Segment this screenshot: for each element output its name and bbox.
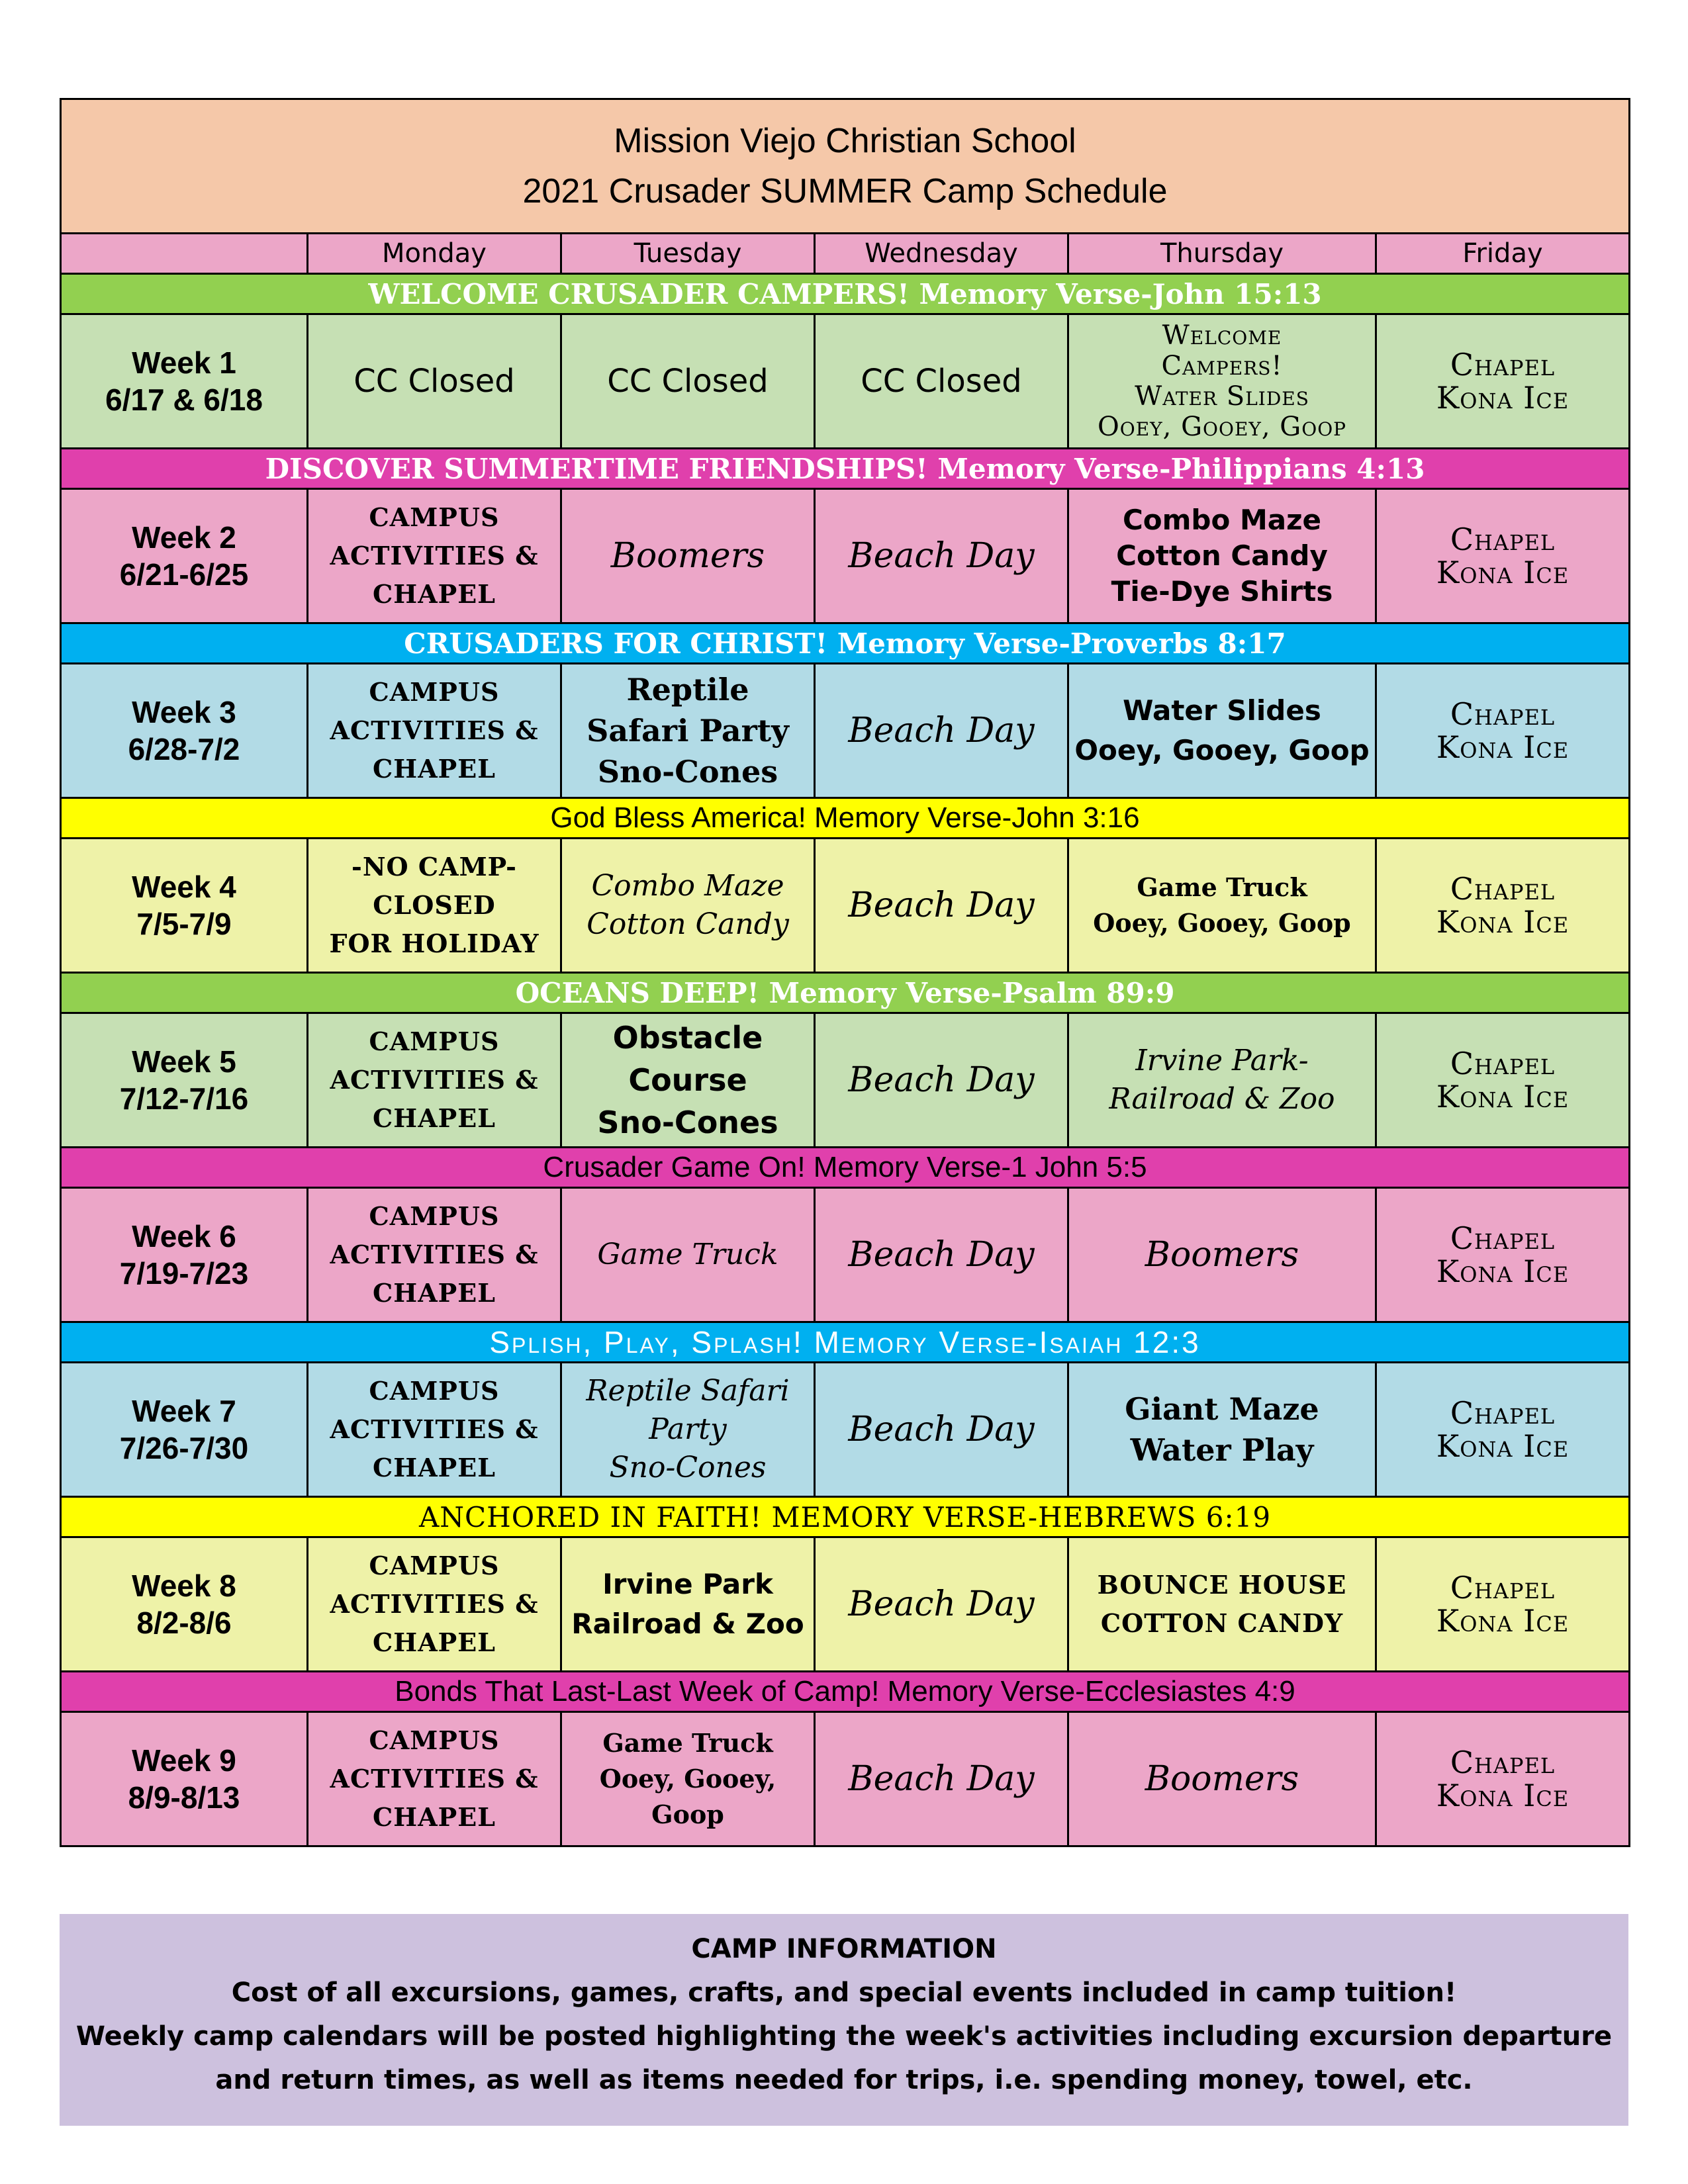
- wednesday-cell: [815, 314, 1068, 449]
- thursday-cell: [1068, 839, 1376, 973]
- activity-line: Combo Maze: [1122, 504, 1322, 536]
- info-line: and return times, as well as items needed for trips, i.e. spending money, towel, etc.: [215, 2065, 1473, 2095]
- week-number: Week 7: [132, 1394, 236, 1428]
- thursday-cell: [1068, 1363, 1376, 1497]
- wednesday-cell: [815, 1188, 1068, 1322]
- activity-line: Cotton Candy: [586, 907, 789, 941]
- tuesday-cell: [561, 489, 815, 623]
- friday-cell: [1376, 839, 1630, 973]
- wednesday-cell: [815, 839, 1068, 973]
- theme-band: God Bless America! Memory Verse-John 3:16: [61, 798, 1630, 839]
- week-number: Week 3: [132, 695, 236, 729]
- week-row: [61, 1363, 1630, 1497]
- activity-line: Beach Day: [848, 1759, 1035, 1799]
- friday-cell: [1376, 1712, 1630, 1846]
- activity-line: Railroad & Zoo: [571, 1608, 804, 1640]
- wednesday-cell: [815, 1013, 1068, 1148]
- activity-line: Boomers: [1145, 1759, 1299, 1799]
- activity-line: Kona Ice: [1436, 380, 1570, 416]
- activity-line: CAMPUS: [369, 677, 500, 707]
- activity-line: ACTIVITIES &: [330, 1414, 539, 1444]
- theme-band: OCEANS DEEP! Memory Verse-Psalm 89:9: [61, 973, 1630, 1013]
- week-label: [61, 314, 308, 449]
- activity-line: ACTIVITIES &: [330, 1589, 539, 1619]
- tuesday-cell: [561, 1013, 815, 1148]
- info-line: Cost of all excursions, games, crafts, and special events included in camp tuition!: [231, 1978, 1457, 2008]
- week-dates: 7/12-7/16: [119, 1081, 249, 1116]
- activity-line: CAMPUS: [369, 1376, 500, 1406]
- activity-line: Ooey, Gooey,: [599, 1764, 776, 1794]
- week-row: [61, 1013, 1630, 1148]
- activity-line: Chapel: [1450, 871, 1556, 907]
- week-label: [61, 1188, 308, 1322]
- thursday-cell: [1068, 1013, 1376, 1148]
- activity-line: Safari Party: [586, 713, 789, 749]
- activity-line: ACTIVITIES &: [330, 1240, 539, 1269]
- activity-line: Campers!: [1161, 351, 1283, 381]
- theme-band: Splish, Play, Splash! Memory Verse-Isaiah 12:3: [61, 1322, 1630, 1363]
- week-row: [61, 1188, 1630, 1322]
- monday-cell: [308, 489, 561, 623]
- week-number: Week 4: [132, 870, 236, 904]
- theme-band: CRUSADERS FOR CHRIST! Memory Verse-Proverbs 8:17: [61, 623, 1630, 664]
- activity-line: Kona Ice: [1436, 729, 1570, 765]
- activity-line: CLOSED: [373, 890, 496, 920]
- activity-line: Tie-Dye Shirts: [1111, 575, 1333, 608]
- activity-line: CHAPEL: [373, 1103, 496, 1133]
- activity-line: Chapel: [1450, 1745, 1556, 1780]
- monday-cell: [308, 1537, 561, 1672]
- tuesday-cell: [561, 1712, 815, 1846]
- day-tuesday: Tuesday: [561, 234, 815, 274]
- activity-line: Kona Ice: [1436, 555, 1570, 590]
- activity-line: Boomers: [610, 536, 765, 576]
- thursday-cell: [1068, 489, 1376, 623]
- schedule-table: [60, 98, 1630, 1847]
- week-number: Week 9: [132, 1743, 236, 1778]
- activity-line: Kona Ice: [1436, 904, 1570, 940]
- friday-cell: [1376, 1363, 1630, 1497]
- thursday-cell: [1068, 664, 1376, 798]
- activity-line: Railroad & Zoo: [1109, 1082, 1335, 1116]
- week-label: [61, 1013, 308, 1148]
- week-dates: 8/2-8/6: [136, 1606, 232, 1640]
- activity-line: Chapel: [1450, 696, 1556, 732]
- activity-line: Beach Day: [848, 1410, 1035, 1449]
- week-dates: 6/17 & 6/18: [105, 383, 263, 417]
- tuesday-cell: [561, 1188, 815, 1322]
- activity-line: Beach Day: [848, 711, 1035, 751]
- week-number: Week 1: [132, 345, 236, 380]
- theme-band: WELCOME CRUSADER CAMPERS! Memory Verse-John 15:13: [61, 274, 1630, 314]
- activity-line: CC Closed: [861, 363, 1022, 400]
- wednesday-cell: [815, 664, 1068, 798]
- activity-line: CAMPUS: [369, 502, 500, 532]
- monday-cell: [308, 1363, 561, 1497]
- activity-line: Welcome: [1162, 320, 1282, 351]
- wednesday-cell: [815, 1363, 1068, 1497]
- activity-line: Water Slides: [1135, 381, 1309, 412]
- tuesday-cell: [561, 664, 815, 798]
- activity-line: COTTON CANDY: [1100, 1608, 1344, 1638]
- activity-line: Beach Day: [848, 1584, 1035, 1624]
- activity-line: CC Closed: [607, 363, 769, 400]
- theme-band: ANCHORED IN FAITH! MEMORY VERSE-HEBREWS 6:19: [61, 1497, 1630, 1537]
- activity-line: Beach Day: [848, 1235, 1035, 1275]
- friday-cell: [1376, 314, 1630, 449]
- activity-line: Ooey, Gooey, Goop: [1097, 412, 1347, 442]
- activity-line: CHAPEL: [373, 1627, 496, 1657]
- activity-line: Combo Maze: [591, 869, 784, 903]
- activity-line: CAMPUS: [369, 1551, 500, 1580]
- week-label: [61, 489, 308, 623]
- week-dates: 8/9-8/13: [128, 1780, 240, 1815]
- activity-line: Irvine Park: [602, 1568, 773, 1600]
- friday-cell: [1376, 664, 1630, 798]
- day-wednesday: Wednesday: [815, 234, 1068, 274]
- activity-line: Chapel: [1450, 1395, 1556, 1431]
- activity-line: Beach Day: [848, 536, 1035, 576]
- tuesday-cell: [561, 314, 815, 449]
- week-dates: 6/21-6/25: [119, 557, 249, 592]
- activity-line: Cotton Candy: [1116, 539, 1328, 572]
- tuesday-cell: [561, 1363, 815, 1497]
- day-monday: Monday: [308, 234, 561, 274]
- week-row: [61, 314, 1630, 449]
- activity-line: ACTIVITIES &: [330, 715, 539, 745]
- camp-information-heading: CAMP INFORMATION: [691, 1934, 997, 1964]
- activity-line: ACTIVITIES &: [330, 541, 539, 570]
- week-label: [61, 1537, 308, 1672]
- tuesday-cell: [561, 1537, 815, 1672]
- day-friday: Friday: [1376, 234, 1630, 274]
- thursday-cell: [1068, 314, 1376, 449]
- week-dates: 7/26-7/30: [119, 1431, 249, 1465]
- activity-line: Kona Ice: [1436, 1079, 1570, 1115]
- activity-line: -NO CAMP-: [352, 852, 517, 882]
- activity-line: Kona Ice: [1436, 1253, 1570, 1289]
- activity-line: CHAPEL: [373, 1802, 496, 1832]
- monday-cell: [308, 664, 561, 798]
- activity-line: Chapel: [1450, 347, 1556, 383]
- week-row: [61, 1537, 1630, 1672]
- activity-line: Course: [628, 1062, 747, 1098]
- activity-line: Game Truck: [597, 1238, 778, 1271]
- tuesday-cell: [561, 839, 815, 973]
- activity-line: Irvine Park-: [1135, 1044, 1309, 1077]
- monday-cell: [308, 839, 561, 973]
- activity-line: Beach Day: [848, 886, 1035, 925]
- wednesday-cell: [815, 1537, 1068, 1672]
- activity-line: CHAPEL: [373, 1453, 496, 1482]
- week-row: [61, 489, 1630, 623]
- day-header-row: [61, 234, 1630, 274]
- activity-line: CAMPUS: [369, 1725, 500, 1755]
- activity-line: CHAPEL: [373, 754, 496, 784]
- info-line: Weekly camp calendars will be posted highlighting the week's activities including excursion departure: [75, 2021, 1613, 2052]
- activity-line: Chapel: [1450, 1570, 1556, 1606]
- activity-line: CHAPEL: [373, 579, 496, 609]
- activity-line: Reptile: [626, 672, 749, 707]
- activity-line: ACTIVITIES &: [330, 1764, 539, 1794]
- activity-line: Obstacle: [612, 1020, 763, 1056]
- activity-line: Sno-Cones: [597, 754, 778, 790]
- corner-cell: [61, 234, 308, 274]
- activity-line: Reptile Safari: [586, 1374, 790, 1408]
- school-name: Mission Viejo Christian School: [614, 122, 1076, 160]
- friday-cell: [1376, 1188, 1630, 1322]
- week-dates: 7/5-7/9: [136, 907, 232, 941]
- activity-line: Ooey, Gooey, Goop: [1074, 734, 1370, 766]
- week-number: Week 5: [132, 1044, 236, 1079]
- thursday-cell: [1068, 1712, 1376, 1846]
- monday-cell: [308, 314, 561, 449]
- activity-line: Goop: [651, 1799, 724, 1829]
- week-label: [61, 1712, 308, 1846]
- wednesday-cell: [815, 489, 1068, 623]
- thursday-cell: [1068, 1537, 1376, 1672]
- thursday-cell: [1068, 1188, 1376, 1322]
- activity-line: Party: [649, 1412, 727, 1446]
- activity-line: CAMPUS: [369, 1201, 500, 1231]
- week-number: Week 2: [132, 520, 236, 555]
- activity-line: Water Play: [1130, 1432, 1314, 1468]
- activity-line: BOUNCE HOUSE: [1097, 1570, 1347, 1600]
- activity-line: Chapel: [1450, 1046, 1556, 1081]
- monday-cell: [308, 1188, 561, 1322]
- activity-line: Giant Maze: [1125, 1391, 1319, 1427]
- activity-line: Game Truck: [1137, 872, 1307, 902]
- activity-line: Kona Ice: [1436, 1428, 1570, 1464]
- week-dates: 6/28-7/2: [128, 732, 240, 766]
- week-label: [61, 664, 308, 798]
- activity-line: CAMPUS: [369, 1026, 500, 1056]
- activity-line: Kona Ice: [1436, 1603, 1570, 1639]
- activity-line: Boomers: [1145, 1235, 1299, 1275]
- week-number: Week 8: [132, 1569, 236, 1603]
- week-number: Week 6: [132, 1219, 236, 1253]
- activity-line: Water Slides: [1123, 694, 1321, 727]
- activity-line: Sno-Cones: [597, 1105, 778, 1140]
- day-thursday: Thursday: [1068, 234, 1376, 274]
- activity-line: Game Truck: [602, 1728, 773, 1758]
- activity-line: Chapel: [1450, 522, 1556, 557]
- friday-cell: [1376, 1537, 1630, 1672]
- theme-band: Crusader Game On! Memory Verse-1 John 5:5: [61, 1148, 1630, 1188]
- friday-cell: [1376, 489, 1630, 623]
- week-label: [61, 1363, 308, 1497]
- monday-cell: [308, 1712, 561, 1846]
- activity-line: Beach Day: [848, 1060, 1035, 1100]
- week-row: [61, 664, 1630, 798]
- title-block: [61, 99, 1630, 234]
- activity-line: ACTIVITIES &: [330, 1065, 539, 1095]
- schedule-title: 2021 Crusader SUMMER Camp Schedule: [522, 172, 1168, 210]
- schedule-sheet: [60, 98, 1628, 1847]
- monday-cell: [308, 1013, 561, 1148]
- activity-line: FOR HOLIDAY: [329, 929, 539, 958]
- wednesday-cell: [815, 1712, 1068, 1846]
- friday-cell: [1376, 1013, 1630, 1148]
- week-dates: 7/19-7/23: [119, 1256, 249, 1291]
- activity-line: Ooey, Gooey, Goop: [1093, 908, 1351, 938]
- activity-line: Kona Ice: [1436, 1778, 1570, 1813]
- week-row: [61, 839, 1630, 973]
- activity-line: CHAPEL: [373, 1278, 496, 1308]
- theme-band: DISCOVER SUMMERTIME FRIENDSHIPS! Memory Verse-Philippians 4:13: [61, 449, 1630, 489]
- activity-line: Sno-Cones: [609, 1451, 767, 1484]
- activity-line: Chapel: [1450, 1220, 1556, 1256]
- week-row: [61, 1712, 1630, 1846]
- week-label: [61, 839, 308, 973]
- activity-line: CC Closed: [353, 363, 515, 400]
- theme-band: Bonds That Last-Last Week of Camp! Memory Verse-Ecclesiastes 4:9: [61, 1672, 1630, 1712]
- camp-information-box: [60, 1914, 1628, 2126]
